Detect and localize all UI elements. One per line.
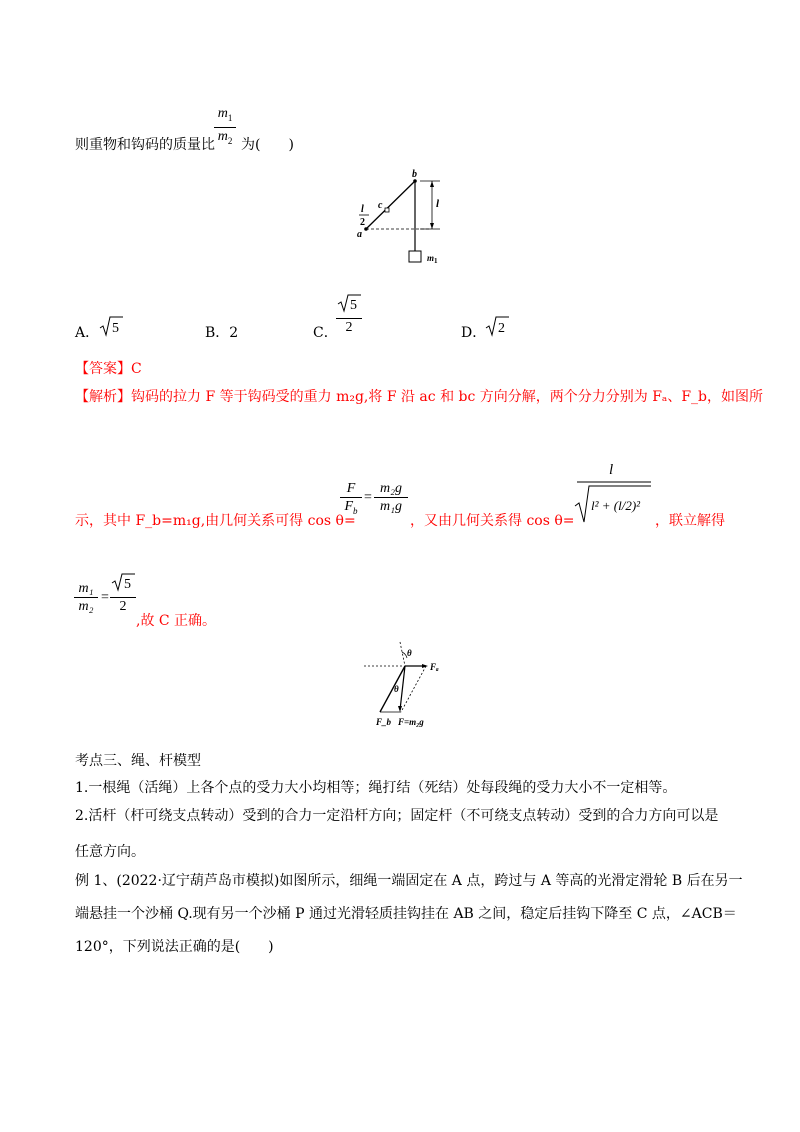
pulley-figure	[350, 165, 460, 270]
example-line-2: 端悬挂一个沙桶 Q.现有另一个沙桶 P 通过光滑轻质挂钩挂在 AB 之间，稳定后挂钩下降至 C 点，∠ACB＝	[75, 906, 737, 922]
answer-line	[75, 360, 142, 378]
example-line-3: 120°，下列说法正确的是( )	[75, 939, 274, 955]
example-line-1: 例 1、(2022·辽宁葫芦岛市模拟)如图所示，细绳一端固定在 A 点，跨过与 A 等高的光滑定滑轮 B 后在另一	[75, 873, 743, 889]
mass-ratio-fraction: $m_1$ $m_2$	[214, 106, 236, 149]
analysis-prefix: 【解析】	[75, 389, 131, 405]
svg-text:2: 2	[498, 321, 505, 336]
force-Fb	[380, 666, 405, 712]
label-a: a	[357, 229, 362, 240]
svg-text:l: l	[609, 462, 614, 478]
eq2-fraction	[565, 458, 655, 528]
label-half-den: 2	[360, 217, 365, 228]
final-right-fraction: 5 2	[110, 572, 136, 616]
eq1-right-fraction: m₂g m₁g	[374, 480, 408, 515]
question-stem-suffix: 为( )	[241, 137, 294, 153]
analysis-conclusion: ,故 C 正确。	[136, 613, 217, 629]
point-c	[385, 208, 389, 212]
mass-m1-box	[409, 251, 421, 262]
label-m1: $m_1$	[427, 253, 438, 265]
label-F: F=m₂g	[398, 717, 424, 727]
svg-text:5: 5	[124, 577, 131, 592]
analysis-line-2b: ，又由几何关系得 cos θ=	[410, 513, 575, 529]
section-point-2-line-1: 2.活杆（杆可绕支点转动）受到的合力一定沿杆方向；固定杆（不可绕支点转动）受到的合力方向可以是	[75, 808, 719, 824]
label-half-num: l	[361, 204, 364, 215]
answer-prefix: 【答案】	[75, 361, 131, 377]
label-c: c	[378, 200, 383, 211]
option-c-label: C．	[313, 325, 338, 341]
label-b: b	[412, 169, 417, 180]
label-theta-top: θ	[407, 648, 412, 658]
option-c-fraction: 5 2	[336, 293, 362, 337]
label-Fa: Fₐ	[430, 662, 439, 672]
label-l-side: l	[436, 198, 440, 210]
label-Fb: F_b	[376, 717, 392, 727]
option-a-sqrt	[98, 314, 124, 338]
rod-ab	[366, 181, 415, 229]
option-a-label: A．	[75, 325, 100, 341]
answer-value: C	[131, 361, 142, 377]
option-b-label: B．2	[205, 325, 239, 341]
analysis-line-1: 【解析】钩码的拉力 F 等于钩码受的重力 m₂g,将 F 沿 ac 和 bc 方向分解，两个分力分别为 Fₐ、F_b，如图所	[75, 389, 764, 405]
eq1-left-fraction: F $F_b$	[340, 480, 362, 520]
option-d-sqrt	[484, 314, 510, 338]
label-theta-mid: θ	[394, 684, 399, 694]
section-point-1: 1.一根绳（活绳）上各个点的受力大小均相等；绳打结（死结）处每段绳的受力大小不一定相等。	[75, 780, 677, 796]
option-d-label: D．	[461, 325, 487, 341]
section-point-2-line-2: 任意方向。	[75, 844, 145, 860]
question-stem-prefix: 则重物和钩码的质量比	[75, 137, 215, 153]
svg-text:5: 5	[350, 298, 357, 313]
force-diagram	[360, 640, 460, 730]
svg-text:5: 5	[112, 321, 119, 336]
svg-text:l² + (l/2)²: l² + (l/2)²	[591, 498, 641, 513]
section-title: 考点三、绳、杆模型	[75, 753, 201, 769]
final-left-fraction: m₁ m₂	[74, 580, 98, 615]
analysis-line-2c: ，联立解得	[655, 513, 725, 529]
analysis-line-2a: 示，其中 F_b=m₁g,由几何关系可得 cos θ=	[75, 513, 356, 529]
